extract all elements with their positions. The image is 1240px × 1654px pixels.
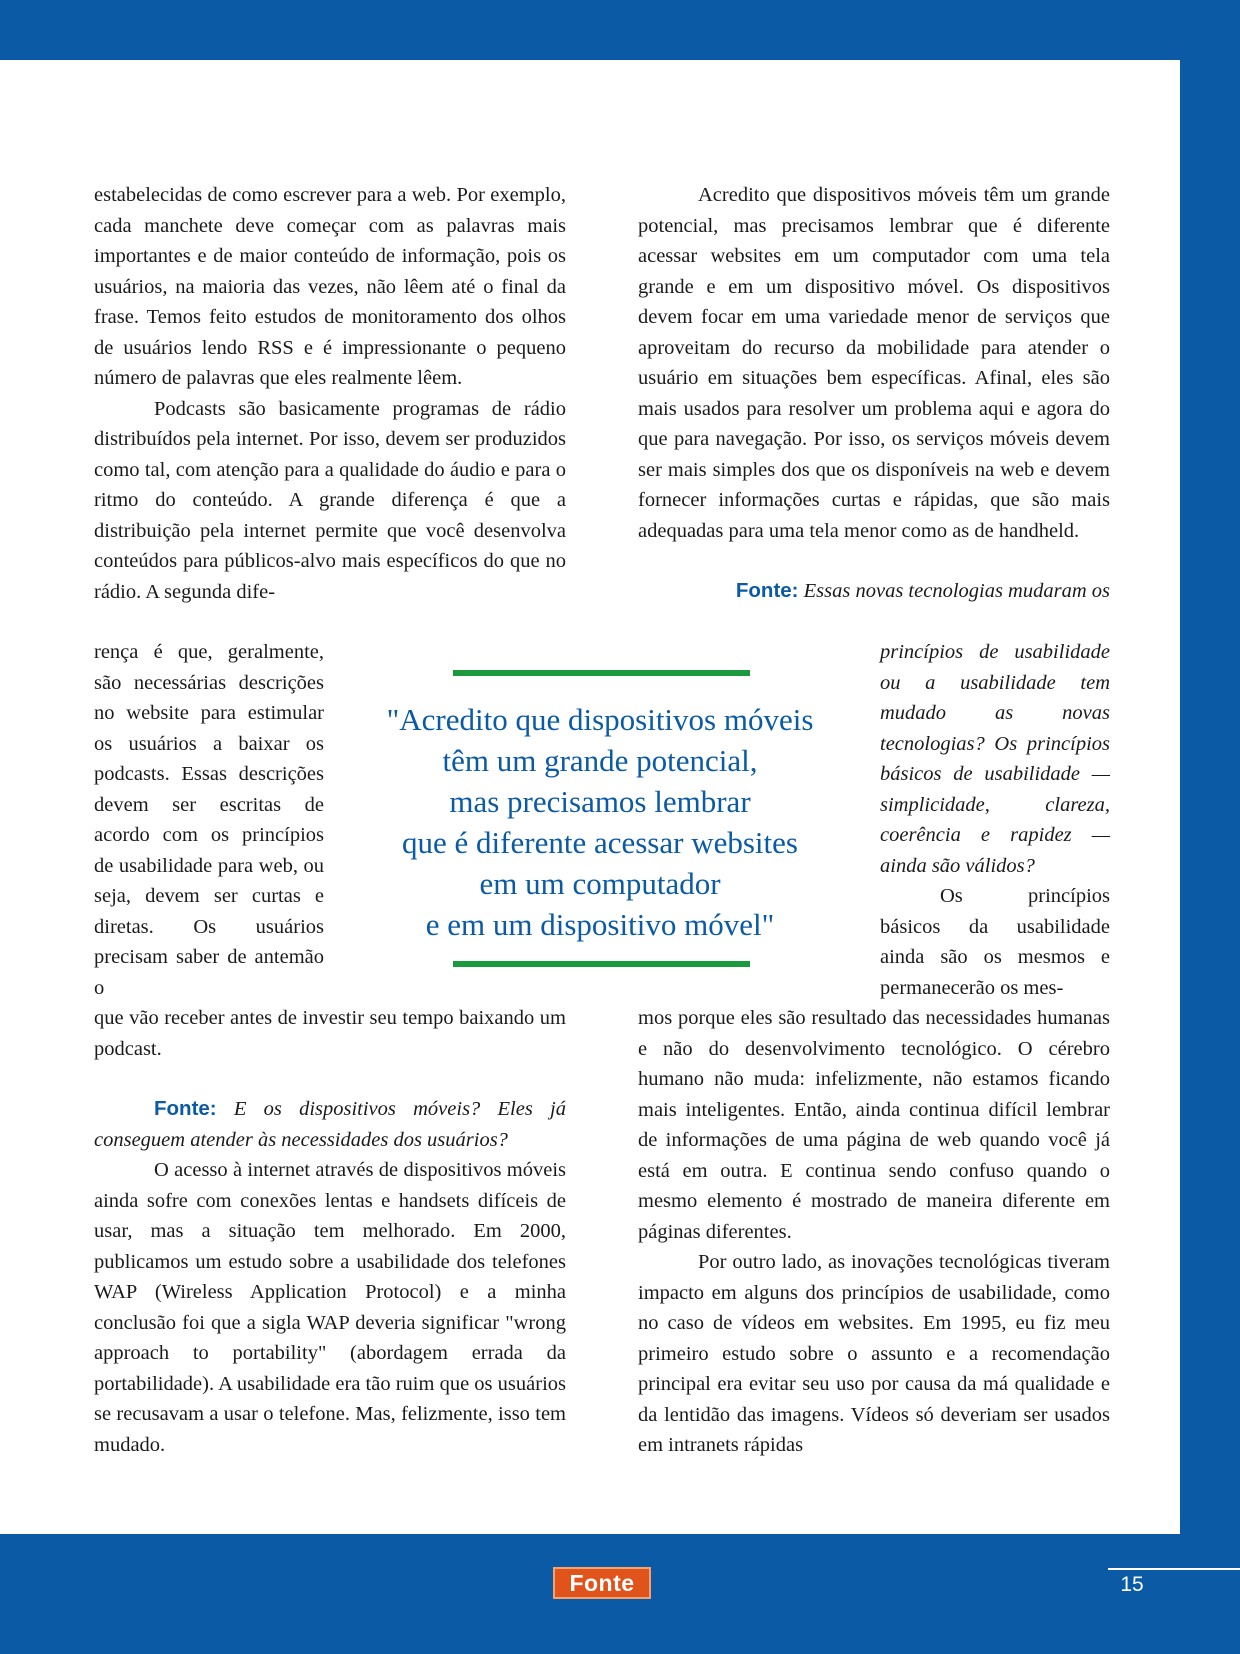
question-source-label: Fonte: [154,1097,217,1120]
right-paragraph-2-rest: mos porque eles são resultado das necessidades humanas e não do desenvolvimento tecnológico. O cérebro humano não muda: infelizmente, não estamos ficando mais inteligentes. Então, ainda continua difícil lembrar de informações de uma página de web quando você já está em outra. E continua sendo confuso quando o mesmo elemento é mostrado de maneira diferente em páginas diferentes. [638,1007,1110,1243]
top-frame-bar [0,0,1240,60]
left-column-top [94,180,566,607]
left-paragraph-3: O acesso à internet através de dispositivos móveis ainda sofre com conexões lentas e handsets difíceis de usar, mas a situação tem melhorado. Em 2000, publicamos um estudo sobre a usabilidade dos telefones WAP (Wireless Application Protocol) e a minha conclusão foi que a sigla WAP deveria significar "wrong approach to portability" (abordagem errada da portabilidade). A usabilidade era tão ruim que os usuários se recusavam a usar o telefone. Mas, felizmente, isso tem mudado. [94,1159,566,1456]
right-paragraph-3: Por outro lado, as inovações tecnológicas tiveram impacto em alguns dos princípios de usabilidade, como no caso de vídeos em websites. Em 1995, eu fiz meu primeiro estudo sobre o assunto e a recomendação principal era evitar seu uso por causa da má qualidade e da lentidão das imagens. Vídeos só deveriam ser usados em intranets rápidas [638,1251,1110,1456]
pull-quote-line: mas precisamos lembrar [449,784,751,819]
pull-quote-bottom-rule [453,961,750,967]
pull-quote-line: em um computador [479,866,721,901]
right-question-wrap: princípios de usabilidade ou a usabilidade tem mudado as novas tecnologias? Os princípios básicos de usabilidade — simplicidade, clareza, coerência e rapidez — ainda são válidos? [880,641,1110,877]
question-source-label: Fonte: [735,579,799,602]
pull-quote [360,699,840,945]
right-paragraph-2-wrap: Os princípios básicos da usabilidade ainda são os mesmos e permanecerão os mes- [880,885,1110,999]
left-question [94,1094,566,1155]
page-number: 15 [1120,1573,1144,1596]
pull-quote-line: têm um grande potencial, [442,743,758,778]
fonte-logo: Fonte [553,1567,651,1599]
left-paragraph-1: estabelecidas de como escrever para a web. Por exemplo, cada manchete deve começar com as palavras mais importantes e de maior conteúdo de informação, pois os usuários, na maioria das vezes, não lêem até o final da frase. Temos feito estudos de monitoramento dos olhos de usuários lendo RSS e é impressionante o pequeno número de palavras que eles realmente lêem. [94,184,566,389]
right-column-bottom [638,1003,1110,1461]
right-frame-bar [1180,0,1240,1654]
right-column-top [638,180,1110,607]
right-question-head [638,576,1110,607]
right-column-wrap [880,637,1110,1003]
question-text: E os dispositivos móveis? Eles já conseguem atender às necessidades dos usuários? [94,1098,566,1151]
pull-quote-top-rule [453,670,750,676]
right-paragraph-1: Acredito que dispositivos móveis têm um grande potencial, mas precisamos lembrar que é diferente acessar websites em um computador com uma tela grande e em um dispositivo móvel. Os dispositivos devem focar em uma variedade menor de serviços que aproveitam do recurso da mobilidade para atender o usuário em situações bem específicas. Afinal, eles são mais usados para resolver um problema aqui e agora do que para navegação. Por isso, os serviços móveis devem ser mais simples dos que os disponíveis na web e devem fornecer informações curtas e rápidas, que são mais adequadas para uma tela menor como as de handheld. [638,184,1110,542]
left-paragraph-2-end: que vão receber antes de investir seu tempo baixando um podcast. [94,1007,566,1060]
left-paragraph-2-wrap: rença é que, geralmente, são necessárias descrições no website para estimular os usuários a baixar os podcasts. Essas descrições devem ser escritas de acordo com os princípios de usabilidade para web, ou seja, devem ser curtas e diretas. Os usuários precisam saber de antemão o [94,641,324,999]
question-text-head: Essas novas tecnologias mudaram os [803,580,1110,602]
left-column-wrap [94,637,324,1003]
left-paragraph-2: Podcasts são basicamente programas de rádio distribuídos pela internet. Por isso, devem ser produzidos como tal, com atenção para a qualidade do áudio e para o ritmo do conteúdo. A grande diferença é que a distribuição pela internet permite que você desenvolva conteúdos para públicos-alvo mais específicos do que no rádio. A segunda dife- [94,397,566,603]
page-number-rule [1108,1568,1240,1570]
pull-quote-line: "Acredito que dispositivos móveis [386,702,814,737]
pull-quote-line: que é diferente acessar websites [402,825,798,860]
left-column-bottom [94,1003,566,1460]
pull-quote-line: e em um dispositivo móvel" [425,907,775,942]
